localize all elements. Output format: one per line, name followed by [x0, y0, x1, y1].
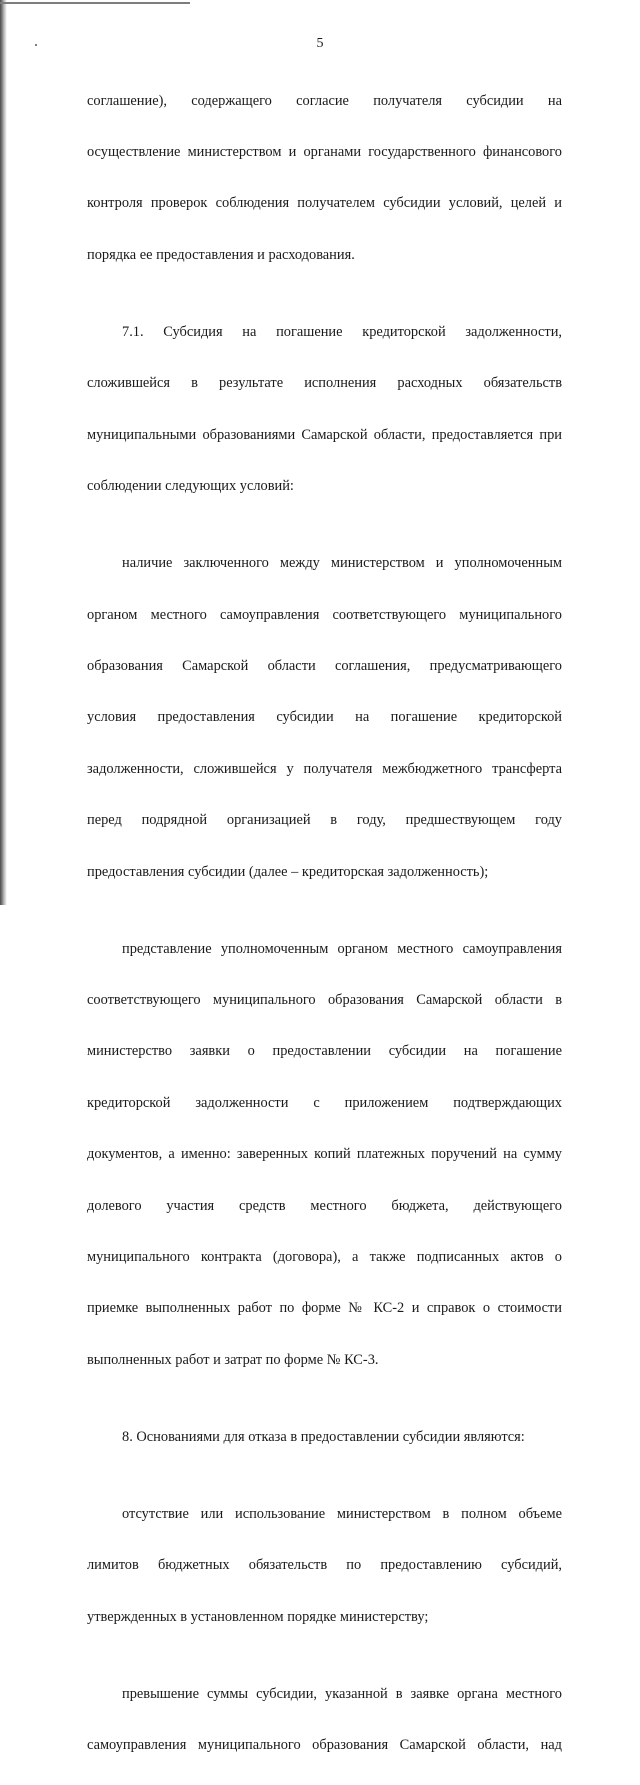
- text-line: утвержденных в установленном порядке министерству;: [87, 1608, 429, 1625]
- scan-top-line: [0, 2, 190, 4]
- text-line: превышение суммы субсидии, указанной в заявке органа местного: [122, 1685, 562, 1702]
- paragraph-excess-reason: [87, 1656, 562, 1784]
- text-line: соответствующего муниципального образования Самарской области в: [87, 992, 562, 1009]
- text-line: условия предоставления субсидии на погашение кредиторской: [87, 709, 562, 726]
- page-number: 5: [316, 36, 324, 51]
- text-line: задолженности, сложившейся у получателя межбюджетного трансферта: [87, 760, 562, 777]
- text-line: соблюдении следующих условий:: [87, 478, 294, 495]
- text-line: контроля проверок соблюдения получателем субсидии условий, целей и: [87, 195, 562, 212]
- text-line: органом местного самоуправления соответствующего муниципального: [87, 606, 562, 623]
- text-line: муниципального контракта (договора), а также подписанных актов о: [87, 1249, 562, 1266]
- text-line: соглашение), содержащего согласие получателя субсидии на: [87, 92, 562, 109]
- text-line: осуществление министерством и органами государственного финансового: [87, 144, 562, 161]
- text-line: перед подрядной организацией в году, предшествующем году: [87, 812, 562, 829]
- text-line: 8. Основаниями для отказа в предоставлении субсидии являются:: [122, 1428, 525, 1445]
- text-line: долевого участия средств местного бюджета, действующего: [87, 1197, 562, 1214]
- text-line: кредиторской задолженности с приложением подтверждающих: [87, 1094, 562, 1111]
- paragraph-limits-reason: [87, 1476, 562, 1656]
- text-line: образования Самарской области соглашения, предусматривающего: [87, 658, 562, 675]
- text-line: приемке выполненных работ по форме № КС-2 и справок о стоимости: [87, 1300, 562, 1317]
- text-line: порядка ее предоставления и расходования.: [87, 246, 355, 263]
- text-line: представление уполномоченным органом местного самоуправления: [122, 940, 562, 957]
- text-line: наличие заключенного между министерством и уполномоченным: [122, 555, 562, 572]
- text-line: 7.1. Субсидия на погашение кредиторской задолженности,: [122, 323, 562, 340]
- paragraph-continuation: [87, 63, 562, 294]
- text-line: министерство заявки о предоставлении субсидии на погашение: [87, 1043, 562, 1060]
- text-line: муниципальными образованиями Самарской области, предоставляется при: [87, 426, 562, 443]
- document-body: [87, 63, 562, 1785]
- text-line: лимитов бюджетных обязательств по предоставлению субсидий,: [87, 1557, 562, 1574]
- text-line: самоуправления муниципального образования Самарской области, над: [87, 1737, 562, 1754]
- text-line: документов, а именно: заверенных копий платежных поручений на сумму: [87, 1146, 562, 1163]
- text-line: сложившейся в результате исполнения расходных обязательств: [87, 375, 562, 392]
- text-line: предоставления субсидии (далее – кредиторская задолженность);: [87, 863, 489, 880]
- paragraph-application-condition: [87, 911, 562, 1399]
- text-line: выполненных работ и затрат по форме № КС-3.: [87, 1351, 379, 1368]
- text-line: отсутствие или использование министерством в полном объеме: [122, 1505, 562, 1522]
- scan-edge-shadow: [0, 0, 7, 905]
- paragraph-7-1: [87, 294, 562, 525]
- paragraph-agreement-condition: [87, 526, 562, 911]
- paragraph-8: [87, 1399, 562, 1476]
